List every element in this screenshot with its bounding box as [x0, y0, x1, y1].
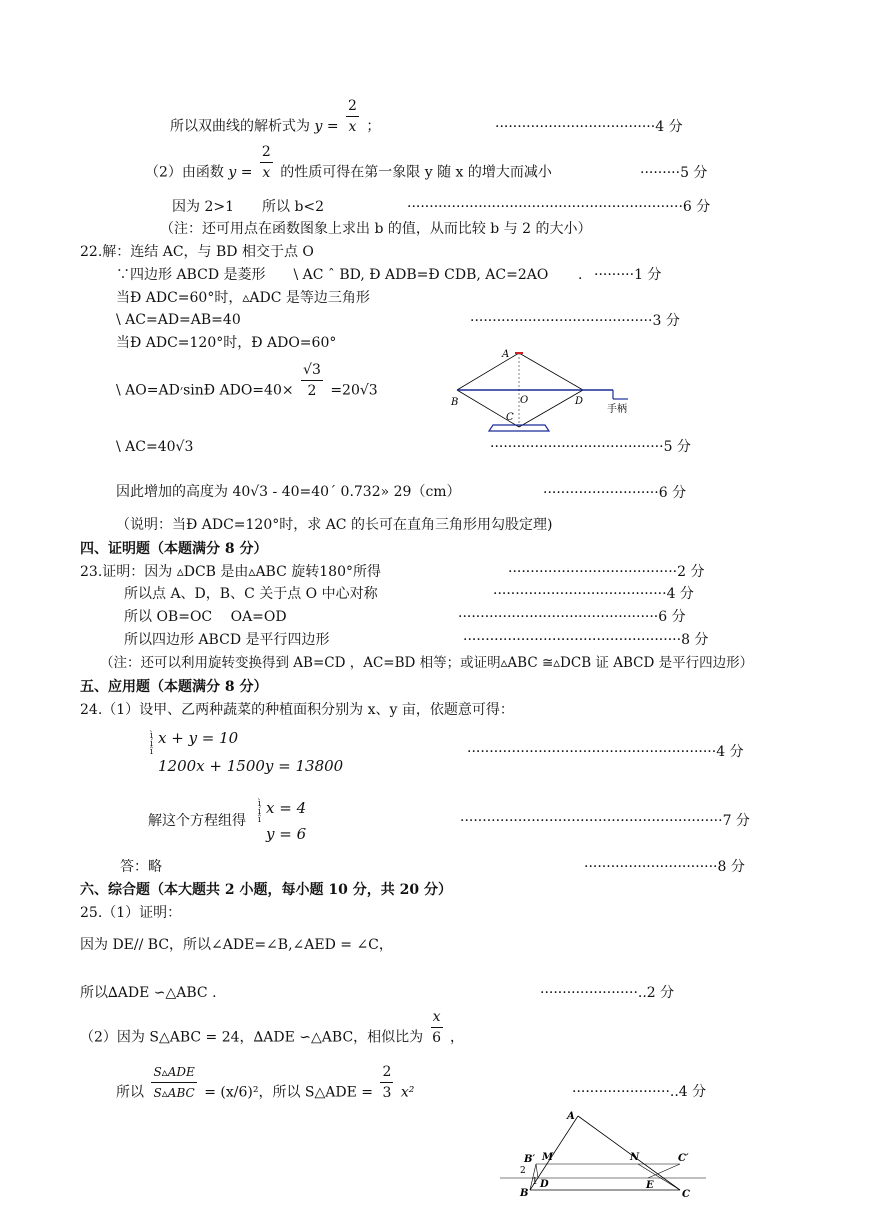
- label-e: E: [646, 1180, 654, 1191]
- rhombus-figure: [445, 345, 645, 437]
- text: 的性质可得在第一象限 y 随 x 的增大而减小: [280, 164, 552, 181]
- q23-line: 所以 OB=OC OA=OD: [124, 609, 287, 625]
- score: 4 分: [655, 119, 683, 135]
- q22-note: （说明：当Ð ADC=120°时，求 AC 的长可在直角三角形用勾股定理): [116, 517, 553, 533]
- q25-line: 因为 DE// BC，所以∠ADE=∠B,∠AED = ∠C，: [80, 937, 393, 953]
- score-6b: [543, 483, 686, 503]
- score: ..2 分: [637, 985, 675, 1001]
- brace: ì í î: [258, 799, 261, 825]
- label-n: N: [630, 1152, 640, 1163]
- score: 7 分: [722, 813, 750, 829]
- score: 3 分: [652, 313, 680, 329]
- label-c: C: [682, 1189, 690, 1200]
- segment-b1d: [536, 1164, 538, 1178]
- score: 5 分: [680, 165, 708, 181]
- denominator: x: [262, 165, 271, 181]
- text: ，: [450, 1029, 464, 1046]
- label-a: A: [567, 1111, 575, 1122]
- edge-dc: [519, 390, 583, 427]
- period: .: [578, 267, 583, 283]
- denominator: 3: [382, 1085, 392, 1101]
- text: = (x/6)²，所以 S△ADE =: [204, 1084, 373, 1101]
- q25-heading: 25.（1）证明：: [80, 905, 182, 921]
- label-b-prime: B′: [524, 1154, 536, 1165]
- numerator: 2: [380, 1062, 393, 1083]
- text: \ AO=AD׳sinÐ ADO=40×: [116, 382, 294, 399]
- leader-dots: ···························································: [460, 813, 723, 829]
- leader-dots: ······················: [572, 1084, 670, 1100]
- leader-dots: ······················: [540, 985, 638, 1001]
- label-d: D: [540, 1179, 549, 1190]
- score-5: [640, 163, 707, 183]
- segment-c1e: [648, 1164, 680, 1178]
- equation: y =: [314, 118, 339, 135]
- denominator: 6: [432, 1030, 442, 1046]
- equation-1: x + y = 10: [158, 729, 239, 747]
- leader-dots: ····································: [495, 119, 656, 135]
- text: （2）由函数: [145, 164, 224, 181]
- label-handle: 手柄: [607, 404, 627, 415]
- label-b: B: [520, 1188, 529, 1199]
- solution-2: y = 6: [266, 825, 307, 843]
- fraction: [431, 1007, 443, 1048]
- numerator: x: [431, 1007, 443, 1028]
- section-heading: 六、综合题（本大题共 2 小题，每小题 10 分，共 20 分）: [80, 882, 452, 898]
- q22-line: 因此增加的高度为 40√3 - 40=40´ 0.732» 29（cm）: [116, 484, 461, 500]
- score-2b: [540, 983, 674, 1003]
- q24-heading: 24.（1）设甲、乙两种蔬菜的种植面积分别为 x、y 亩，依题意可得：: [80, 702, 514, 718]
- score: 2 分: [677, 564, 705, 580]
- label-angle-1: 1: [532, 1177, 538, 1187]
- label-m: M: [542, 1152, 554, 1163]
- q25-line: 所以∆ADE ∽△ABC .: [80, 985, 217, 1001]
- segment-nc: [638, 1164, 680, 1190]
- score: 1 分: [634, 267, 662, 283]
- q23-line: 23.证明：因为 ▵DCB 是由▵ABC 旋转180°所得: [80, 564, 381, 580]
- brace: ì í î: [150, 731, 153, 757]
- score: ..4 分: [669, 1084, 707, 1100]
- fraction: [151, 1062, 196, 1103]
- text: 所以: [116, 1084, 144, 1101]
- label-o: O: [520, 395, 529, 406]
- score: 4 分: [716, 744, 744, 760]
- score-8: [463, 630, 708, 650]
- score: 8 分: [681, 632, 709, 648]
- q23-line: 所以四边形 ABCD 是平行四边形: [124, 632, 330, 648]
- score: 5 分: [663, 439, 691, 455]
- leader-dots: ·········: [594, 267, 635, 283]
- q22-line: \ AC=AD=AB=40: [116, 312, 241, 328]
- equation: y =: [228, 164, 253, 181]
- score-7: [460, 811, 750, 831]
- score-2: [508, 562, 704, 582]
- q25-ratio: [80, 1009, 464, 1048]
- point-a-marker: [515, 352, 523, 354]
- score-1: [594, 265, 661, 285]
- q22-heading: 22.解：连结 AC，与 BD 相交于点 O: [80, 244, 314, 260]
- label-b: B: [451, 397, 459, 408]
- denominator: S▵ABC: [153, 1086, 195, 1100]
- score: 8 分: [717, 859, 745, 875]
- fraction: [260, 142, 273, 183]
- score-6c: [458, 607, 686, 627]
- score: 6 分: [682, 199, 711, 215]
- label-a: A: [502, 349, 510, 360]
- text: （2）因为 S△ABC = 24，∆ADE ∽△ABC，相似比为: [80, 1029, 424, 1046]
- score-4: [495, 117, 683, 137]
- text: 所以双曲线的解析式为: [170, 118, 310, 135]
- leader-dots: ······························: [584, 859, 718, 875]
- section-heading: 五、应用题（本题满分 8 分）: [80, 679, 268, 695]
- triangle-figure: [498, 1108, 708, 1204]
- q22-ao-calc: [116, 362, 378, 401]
- score-3: [470, 311, 680, 331]
- score: 6 分: [658, 609, 686, 625]
- label-c: C: [506, 412, 514, 423]
- section-heading: 四、证明题（本题满分 8 分）: [80, 541, 268, 557]
- score-6: [407, 197, 710, 217]
- comparison: 因为 2>1 所以 b<2: [172, 199, 325, 215]
- leader-dots: ·········································: [470, 313, 653, 329]
- q23-note: （注：还可以利用旋转变换得到 AB=CD ，AC=BD 相等；或证明▵ABC ≅▵DCB 证 ABCD 是平行四边形）: [100, 655, 754, 671]
- denominator: 2: [307, 383, 317, 399]
- score: 4 分: [666, 586, 694, 602]
- q22-line: 当Ð ADC=60°时，▵ADC 是等边三角形: [116, 290, 370, 306]
- solution-label: 解这个方程组得: [148, 813, 246, 829]
- q22-line: \ AC=40√3: [116, 439, 194, 455]
- score-4c: [467, 742, 744, 762]
- score-5b: [490, 437, 691, 457]
- score: 6 分: [658, 485, 687, 501]
- function-property: [145, 144, 552, 183]
- leader-dots: ·········: [640, 165, 681, 181]
- fraction: [346, 96, 359, 137]
- numerator: 2: [346, 96, 359, 117]
- text: =20√3: [330, 382, 378, 399]
- leader-dots: ·······································: [490, 439, 664, 455]
- leader-dots: ··························: [543, 485, 659, 501]
- leader-dots: ························································: [467, 744, 717, 760]
- leader-dots: ·················································: [463, 632, 682, 648]
- note: （注：还可用点在函数图象上求出 b 的值，从而比较 b 与 2 的大小）: [160, 221, 592, 237]
- numerator: √3: [301, 360, 323, 381]
- score-8b: [584, 857, 745, 877]
- numerator: 2: [260, 142, 273, 163]
- q25-area: [116, 1064, 415, 1103]
- denominator: x: [348, 119, 357, 135]
- equation-2: 1200x + 1500y = 13800: [158, 757, 344, 775]
- leader-dots: ······································: [508, 564, 678, 580]
- q22-line: ∵四边形 ABCD 是菱形 \ AC ˆ BD, Ð ADB=Ð CDB, AC=2AO: [116, 267, 549, 283]
- leader-dots: ·······································: [493, 586, 667, 602]
- edge-ac: [578, 1116, 680, 1190]
- leader-dots: ·············································: [458, 609, 659, 625]
- q23-line: 所以点 A、D，B、C 关于点 O 中心对称: [124, 586, 378, 602]
- score-4b: [493, 584, 694, 604]
- answer: 答：略: [120, 859, 162, 875]
- edge-ab: [457, 353, 519, 390]
- solution-1: x = 4: [266, 799, 307, 817]
- score-4d: [572, 1082, 706, 1102]
- text: x²: [400, 1084, 415, 1101]
- numerator: S▵ADE: [151, 1062, 196, 1083]
- hyperbola-expression: [170, 98, 381, 137]
- fraction: [380, 1062, 393, 1103]
- fraction: [301, 360, 323, 401]
- label-c-prime: C′: [678, 1153, 689, 1164]
- label-angle-2: 2: [520, 1166, 526, 1176]
- q22-line: 当Ð ADC=120°时，Ð ADO=60°: [116, 335, 337, 351]
- text: ；: [366, 118, 381, 135]
- edge-ad: [519, 353, 583, 390]
- label-d: D: [575, 396, 584, 407]
- leader-dots: ······························································: [407, 199, 683, 215]
